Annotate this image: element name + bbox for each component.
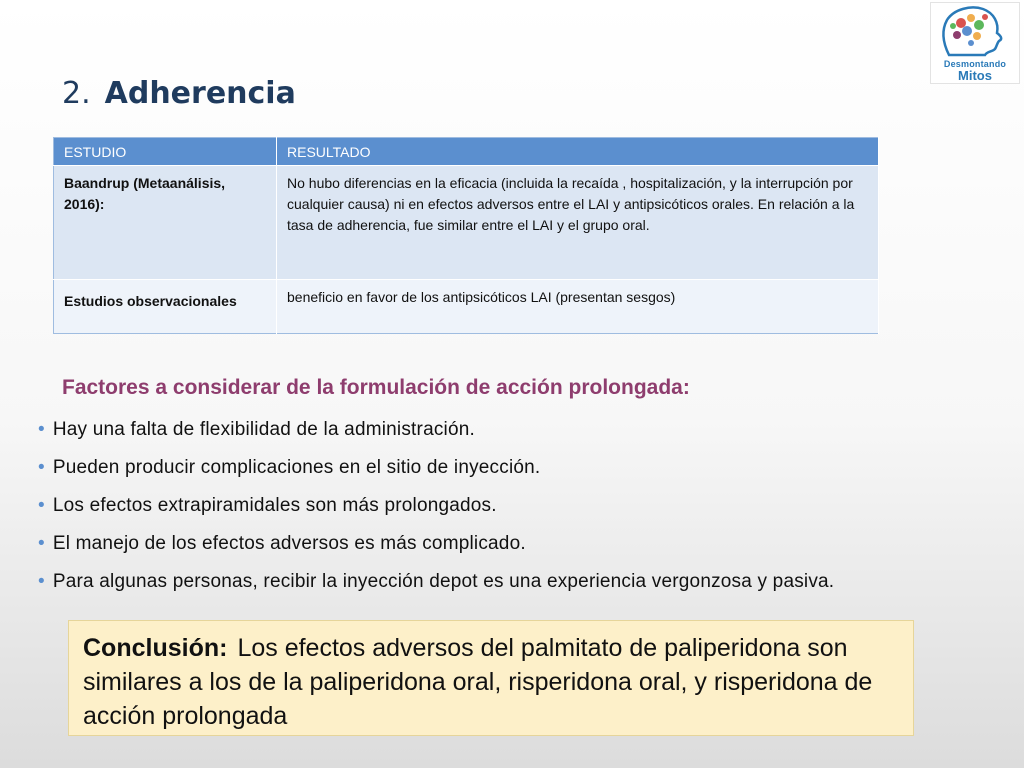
table-row [54,280,879,334]
title-number: 2. [62,76,91,111]
column-header-study: ESTUDIO [54,138,277,166]
bullet-icon: • [38,533,45,554]
conclusion-label: Conclusión: [83,634,228,662]
conclusion-box [68,620,914,736]
table-cell-result: No hubo diferencias en la eficacia (incluida la recaída , hospitalización, y la interrupción por cualquier causa) ni en efectos adversos entre el LAI y antipsicóticos orales. En relación a la tasa de adherencia, fue similar entre el LAI y el grupo oral. [277,166,879,280]
list-item-text: El manejo de los efectos adversos es más complicado. [52,533,526,554]
list-item [38,454,834,492]
bullet-icon: • [38,419,45,440]
page-title [62,76,296,111]
bullet-icon: • [38,571,45,592]
title-text: Adherencia [104,76,296,111]
list-item-text: Hay una falta de flexibilidad de la administración. [52,419,475,440]
list-item-text: Los efectos extrapiramidales son más prolongados. [52,495,497,516]
column-header-result: RESULTADO [277,138,879,166]
logo-text-line2: Mitos [958,68,992,83]
list-item [38,530,834,568]
table-cell-result: beneficio en favor de los antipsicóticos LAI (presentan sesgos) [277,280,879,334]
head-silhouette-icon [931,3,1019,61]
study-table [53,137,879,334]
logo [930,2,1020,84]
factors-list [38,416,834,606]
list-item [38,568,834,606]
bullet-icon: • [38,495,45,516]
bullet-icon: • [38,457,45,478]
list-item [38,416,834,454]
table-cell-study: Estudios observacionales [54,280,277,334]
table-header-row [54,138,879,166]
factors-heading: Factores a considerar de la formulación de acción prolongada: [62,376,690,399]
table-cell-study: Baandrup (Metaanálisis, 2016): [54,166,277,280]
table-row [54,166,879,280]
list-item [38,492,834,530]
list-item-text: Pueden producir complicaciones en el sitio de inyección. [52,457,541,478]
logo-text-line1: Desmontando [943,59,1007,69]
list-item-text: Para algunas personas, recibir la inyección depot es una experiencia vergonzosa y pasiva. [52,571,835,592]
conclusion-text: Los efectos adversos del palmitato de paliperidona son similares a los de la paliperidona oral, risperidona oral, y risperidona de acción prolongada [83,634,873,730]
